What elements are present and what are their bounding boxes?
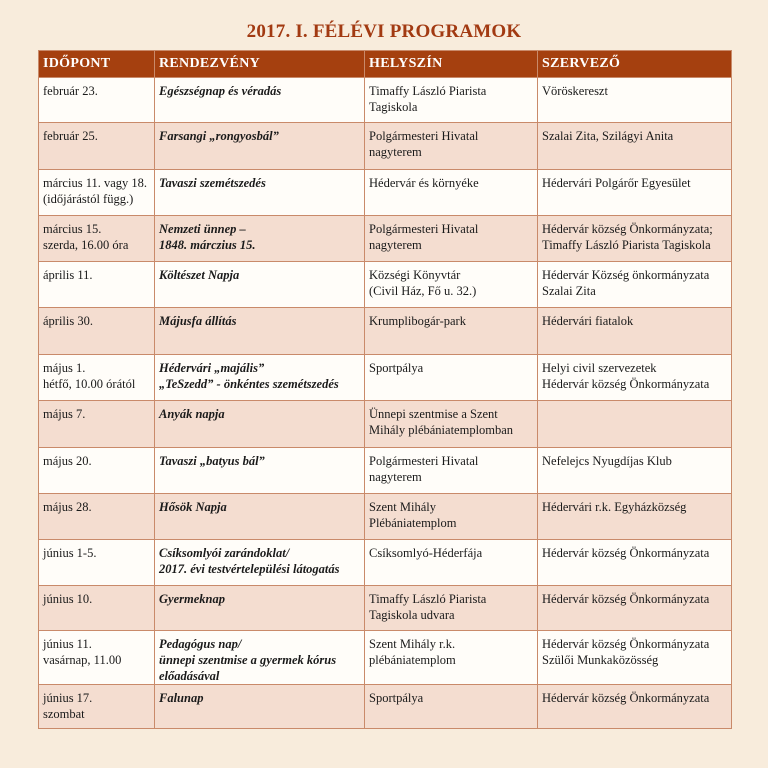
place-cell-line: Hédervár és környéke	[369, 176, 479, 190]
event-cell-line: „TeSzedd” - önkéntes szemétszedés	[159, 377, 339, 391]
event-cell	[155, 540, 365, 586]
event-cell-line: Csíksomlyói zarándoklat/	[159, 546, 290, 560]
place-cell-line: Tagiskola	[369, 100, 418, 114]
date-cell	[39, 401, 155, 448]
event-cell	[155, 401, 365, 448]
place-cell	[365, 448, 538, 494]
organizer-cell-line: Hédervári Polgárőr Egyesület	[542, 176, 691, 190]
date-cell-line: szombat	[43, 707, 85, 721]
organizer-cell-line: Szalai Zita	[542, 284, 596, 298]
organizer-cell-line: Hédervár község Önkormányzata	[542, 637, 710, 651]
date-cell	[39, 170, 155, 216]
place-cell	[365, 170, 538, 216]
place-cell-line: nagyterem	[369, 470, 422, 484]
event-cell-line: Hősök Napja	[159, 500, 227, 514]
organizer-cell-line: Hédervár Község önkormányzata	[542, 268, 710, 282]
place-cell	[365, 216, 538, 262]
event-cell-line: előadásával	[159, 669, 220, 683]
event-cell	[155, 685, 365, 729]
event-cell-line: Pedagógus nap/	[159, 637, 242, 651]
organizer-cell	[538, 216, 732, 262]
place-cell-line: Polgármesteri Hivatal	[369, 454, 479, 468]
event-cell-line: Hédervári „majális”	[159, 361, 265, 375]
organizer-cell-line: Hédervár község Önkormányzata	[542, 592, 710, 606]
event-cell-line: Tavaszi szemétszedés	[159, 176, 266, 190]
date-cell-line: május 28.	[43, 500, 92, 514]
event-cell-line: Farsangi „rongyosbál”	[159, 129, 279, 143]
date-cell	[39, 123, 155, 170]
event-cell-line: 1848. márczius 15.	[159, 238, 256, 252]
event-cell-line: Gyermeknap	[159, 592, 225, 606]
event-cell	[155, 262, 365, 308]
date-cell-line: június 17.	[43, 691, 93, 705]
event-cell-line: Költészet Napja	[159, 268, 240, 282]
organizer-cell-line: Hédervár község Önkormányzata	[542, 377, 710, 391]
date-cell	[39, 448, 155, 494]
place-cell-line: Tagiskola udvara	[369, 608, 455, 622]
organizer-cell	[538, 262, 732, 308]
event-cell-line: Egészségnap és véradás	[159, 84, 282, 98]
organizer-cell-line: Hédervári r.k. Egyházközség	[542, 500, 687, 514]
place-cell	[365, 78, 538, 123]
place-cell	[365, 308, 538, 355]
place-cell-line: Községi Könyvtár	[369, 268, 461, 282]
event-cell-line: Tavaszi „batyus bál”	[159, 454, 265, 468]
place-cell-line: Csíksomlyó-Héderfája	[369, 546, 483, 560]
place-cell	[365, 631, 538, 685]
table-row	[39, 308, 732, 355]
organizer-cell	[538, 170, 732, 216]
table-row	[39, 586, 732, 631]
date-cell-line: június 1-5.	[43, 546, 97, 560]
place-cell-line: Timaffy László Piarista	[369, 84, 487, 98]
place-cell	[365, 262, 538, 308]
organizer-cell-line: Hédervár község Önkormányzata	[542, 546, 710, 560]
organizer-cell	[538, 355, 732, 401]
organizer-cell-line: Hédervár község Önkormányzata;	[542, 222, 713, 236]
event-cell	[155, 170, 365, 216]
event-cell-line: Májusfa állítás	[159, 314, 237, 328]
table-row	[39, 170, 732, 216]
place-cell	[365, 540, 538, 586]
table-row	[39, 123, 732, 170]
place-cell	[365, 685, 538, 729]
date-cell	[39, 586, 155, 631]
date-cell	[39, 355, 155, 401]
table-row	[39, 540, 732, 586]
organizer-cell-line: Hédervár község Önkormányzata	[542, 691, 710, 705]
header-event: RENDEZVÉNY	[155, 51, 365, 78]
organizer-cell	[538, 401, 732, 448]
date-cell	[39, 494, 155, 540]
table-row	[39, 631, 732, 685]
page-title: 2017. I. FÉLÉVI PROGRAMOK	[246, 21, 522, 42]
date-cell-line: május 20.	[43, 454, 92, 468]
date-cell	[39, 78, 155, 123]
date-cell-line: március 11. vagy 18.	[43, 176, 148, 190]
organizer-cell-line: Szülői Munkaközösség	[542, 653, 659, 667]
date-cell-line: április 11.	[43, 268, 93, 282]
place-cell-line: nagyterem	[369, 238, 422, 252]
place-cell-line: Szent Mihály	[369, 500, 437, 514]
table-row	[39, 494, 732, 540]
date-cell-line: vasárnap, 11.00	[43, 653, 122, 667]
organizer-cell	[538, 685, 732, 729]
event-cell	[155, 586, 365, 631]
place-cell	[365, 401, 538, 448]
table-row	[39, 216, 732, 262]
table-row	[39, 262, 732, 308]
event-cell-line: Anyák napja	[159, 407, 225, 421]
organizer-cell	[538, 308, 732, 355]
organizer-cell-line: Hédervári fiatalok	[542, 314, 634, 328]
place-cell-line: Polgármesteri Hivatal	[369, 222, 479, 236]
date-cell	[39, 540, 155, 586]
event-cell-line: Nemzeti ünnep –	[159, 222, 246, 236]
organizer-cell	[538, 448, 732, 494]
place-cell-line: Ünnepi szentmise a Szent	[369, 407, 498, 421]
place-cell-line: Sportpálya	[369, 361, 424, 375]
event-cell-line: Falunap	[159, 691, 204, 705]
event-cell	[155, 123, 365, 170]
date-cell-line: február 23.	[43, 84, 98, 98]
organizer-cell	[538, 631, 732, 685]
place-cell-line: nagyterem	[369, 145, 422, 159]
date-cell-line: április 30.	[43, 314, 93, 328]
organizer-cell	[538, 494, 732, 540]
organizer-cell-line: Timaffy László Piarista Tagiskola	[542, 238, 711, 252]
organizer-cell	[538, 78, 732, 123]
event-cell	[155, 355, 365, 401]
place-cell	[365, 355, 538, 401]
event-cell	[155, 448, 365, 494]
header-date: IDŐPONT	[39, 51, 155, 78]
organizer-cell	[538, 540, 732, 586]
place-cell-line: Polgármesteri Hivatal	[369, 129, 479, 143]
date-cell-line: hétfő, 10.00 órától	[43, 377, 136, 391]
place-cell	[365, 586, 538, 631]
place-cell-line: Plébániatemplom	[369, 516, 457, 530]
event-cell	[155, 78, 365, 123]
place-cell-line: Szent Mihály r.k.	[369, 637, 456, 651]
date-cell	[39, 262, 155, 308]
place-cell-line: plébániatemplom	[369, 653, 456, 667]
organizer-cell-line: Helyi civil szervezetek	[542, 361, 657, 375]
header-organizer: SZERVEZŐ	[538, 51, 732, 78]
table-header-row	[39, 51, 732, 78]
event-cell	[155, 308, 365, 355]
table-row	[39, 78, 732, 123]
date-cell-line: május 7.	[43, 407, 86, 421]
place-cell	[365, 123, 538, 170]
date-cell	[39, 631, 155, 685]
place-cell-line: (Civil Ház, Fő u. 32.)	[369, 284, 477, 298]
date-cell	[39, 308, 155, 355]
date-cell	[39, 685, 155, 729]
header-place: HELYSZÍN	[365, 51, 538, 78]
event-cell	[155, 494, 365, 540]
organizer-cell-line: Vöröskereszt	[542, 84, 608, 98]
date-cell-line: március 15.	[43, 222, 102, 236]
event-cell-line: ünnepi szentmise a gyermek kórus	[159, 653, 337, 667]
date-cell-line: február 25.	[43, 129, 98, 143]
program-table	[38, 50, 732, 729]
place-cell-line: Mihály plébániatemplomban	[369, 423, 514, 437]
date-cell-line: szerda, 16.00 óra	[43, 238, 129, 252]
date-cell-line: május 1.	[43, 361, 86, 375]
table-row	[39, 401, 732, 448]
table-row	[39, 685, 732, 729]
organizer-cell-line: Nefelejcs Nyugdíjas Klub	[542, 454, 672, 468]
organizer-cell	[538, 586, 732, 631]
place-cell-line: Timaffy László Piarista	[369, 592, 487, 606]
table-row	[39, 355, 732, 401]
date-cell-line: június 10.	[43, 592, 93, 606]
date-cell	[39, 216, 155, 262]
date-cell-line: (időjárástól függ.)	[43, 192, 134, 206]
organizer-cell-line: Szalai Zita, Szilágyi Anita	[542, 129, 674, 143]
place-cell-line: Sportpálya	[369, 691, 424, 705]
event-cell-line: 2017. évi testvértelepülési látogatás	[159, 562, 340, 576]
place-cell-line: Krumplibogár-park	[369, 314, 466, 328]
event-cell	[155, 216, 365, 262]
table-row	[39, 448, 732, 494]
place-cell	[365, 494, 538, 540]
date-cell-line: június 11.	[43, 637, 92, 651]
event-cell	[155, 631, 365, 685]
organizer-cell	[538, 123, 732, 170]
